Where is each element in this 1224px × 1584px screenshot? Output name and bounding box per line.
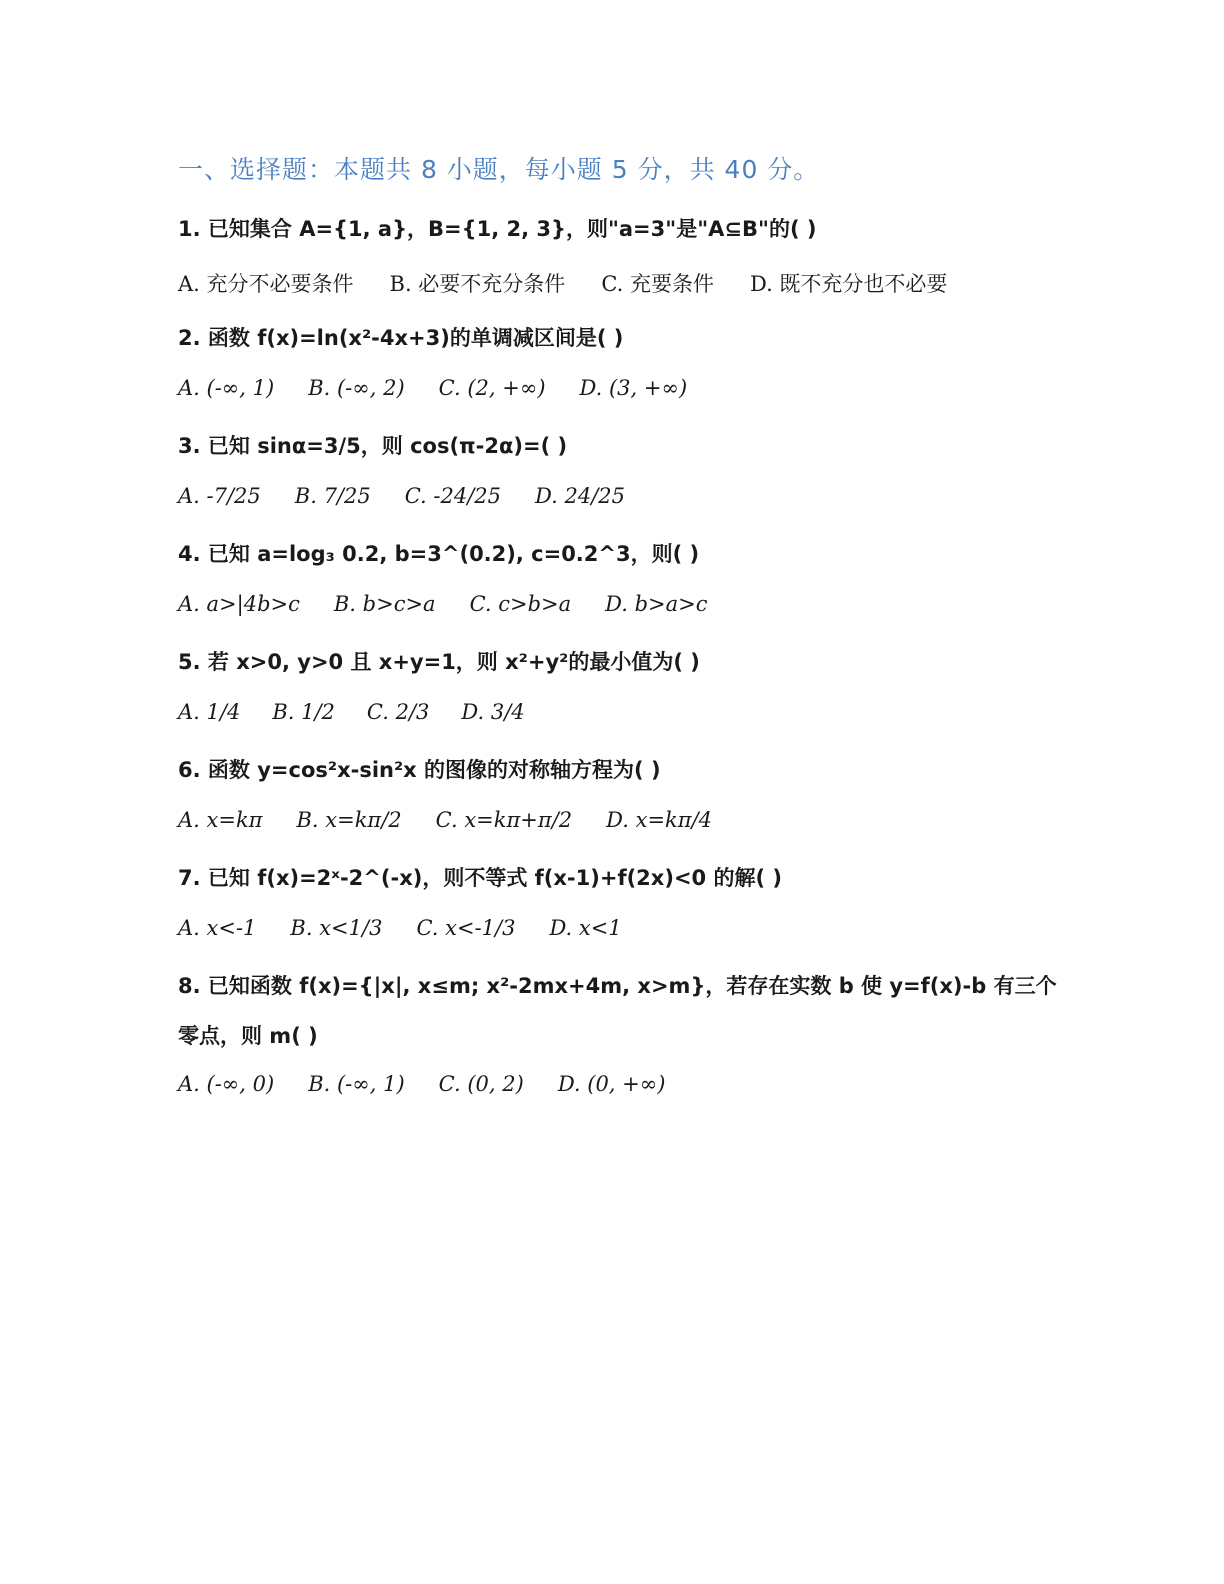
option-d: D. 24/25 xyxy=(535,484,625,508)
option-b: B. (-∞, 1) xyxy=(308,1072,405,1096)
option-d: D. b>a>c xyxy=(605,592,708,616)
option-d: D. 既不充分也不必要 xyxy=(749,272,948,296)
option-a: A. (-∞, 1) xyxy=(178,376,275,400)
option-a: A. 1/4 xyxy=(178,700,241,724)
option-b: B. x<1/3 xyxy=(290,916,383,940)
option-a: A. -7/25 xyxy=(178,484,261,508)
option-b: B. 7/25 xyxy=(294,484,371,508)
question-7-stem: 7. 已知 f(x)=2ˣ-2^(-x)，则不等式 f(x-1)+f(2x)<0 的解( ) xyxy=(178,866,782,890)
option-b: B. b>c>a xyxy=(333,592,436,616)
question-8-stem-line1: 8. 已知函数 f(x)={|x|, x≤m; x²-2mx+4m, x>m}，若存在实数 b 使 y=f(x)-b 有三个 xyxy=(178,974,1057,998)
option-c: C. (0, 2) xyxy=(438,1072,524,1096)
option-a: A. 充分不必要条件 xyxy=(178,272,354,296)
question-2-options xyxy=(178,376,687,400)
option-c: C. -24/25 xyxy=(404,484,502,508)
option-b: B. 1/2 xyxy=(272,700,335,724)
option-c: C. c>b>a xyxy=(469,592,572,616)
question-8-options xyxy=(178,1072,665,1096)
question-8-stem-line2: 零点，则 m( ) xyxy=(178,1024,318,1048)
question-5-stem: 5. 若 x>0, y>0 且 x+y=1，则 x²+y²的最小值为( ) xyxy=(178,650,700,674)
option-d: D. x=kπ/4 xyxy=(606,808,712,832)
option-a: A. x<-1 xyxy=(178,916,257,940)
question-5-options xyxy=(178,700,525,724)
question-3-stem: 3. 已知 sinα=3/5，则 cos(π-2α)=( ) xyxy=(178,434,568,458)
option-b: B. (-∞, 2) xyxy=(308,376,405,400)
option-a: A. a>|4b>c xyxy=(178,592,300,616)
option-b: B. x=kπ/2 xyxy=(296,808,402,832)
question-4-options xyxy=(178,592,708,616)
option-c: C. 充要条件 xyxy=(601,272,714,296)
question-6-stem: 6. 函数 y=cos²x-sin²x 的图像的对称轴方程为( ) xyxy=(178,758,661,782)
option-d: D. (3, +∞) xyxy=(579,376,688,400)
option-a: A. (-∞, 0) xyxy=(178,1072,275,1096)
question-3-options xyxy=(178,484,625,508)
option-d: D. (0, +∞) xyxy=(557,1072,666,1096)
option-b: B. 必要不充分条件 xyxy=(389,272,566,296)
option-c: C. (2, +∞) xyxy=(438,376,546,400)
question-1-stem: 1. 已知集合 A={1, a}，B={1, 2, 3}，则"a=3"是"A⊆B"的( ) xyxy=(178,217,817,241)
question-2-stem: 2. 函数 f(x)=ln(x²-4x+3)的单调减区间是( ) xyxy=(178,326,624,350)
section-title: 一、选择题：本题共 8 小题，每小题 5 分，共 40 分。 xyxy=(178,155,820,184)
question-6-options xyxy=(178,808,712,832)
question-4-stem: 4. 已知 a=log₃ 0.2, b=3^(0.2), c=0.2^3，则( ) xyxy=(178,542,700,566)
question-7-options xyxy=(178,916,622,940)
question-8-stem xyxy=(178,970,1057,1050)
question-1-options xyxy=(178,268,947,298)
option-a: A. x=kπ xyxy=(178,808,263,832)
option-d: D. 3/4 xyxy=(461,700,525,724)
option-d: D. x<1 xyxy=(549,916,622,940)
option-c: C. 2/3 xyxy=(366,700,430,724)
option-c: C. x=kπ+π/2 xyxy=(435,808,573,832)
option-c: C. x<-1/3 xyxy=(416,916,516,940)
